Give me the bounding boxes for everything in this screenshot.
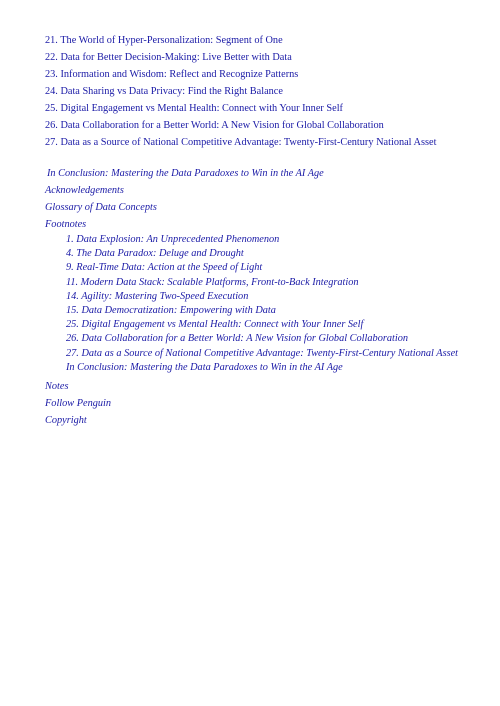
notes-link-text[interactable]: Notes (45, 380, 69, 392)
footnote-link[interactable] (66, 261, 458, 275)
chapter-link[interactable] (45, 32, 436, 49)
backmatter-list (45, 165, 458, 429)
footnote-link[interactable] (66, 247, 458, 261)
footnote-link-text[interactable]: 25. Digital Engagement vs Mental Health: Connect with Your Inner Self (66, 319, 364, 331)
footnote-link[interactable] (66, 304, 458, 318)
copyright-link-text[interactable]: Copyright (45, 414, 87, 426)
conclusion-link[interactable] (45, 165, 458, 182)
chapter-link[interactable] (45, 66, 436, 83)
footnote-link[interactable] (66, 332, 458, 346)
chapter-list (45, 32, 436, 151)
glossary-link[interactable] (45, 199, 458, 216)
glossary-link-text[interactable]: Glossary of Data Concepts (45, 202, 157, 213)
footnote-link[interactable] (66, 290, 458, 304)
footnote-link-text[interactable]: 15. Data Democratization: Empowering with Data (66, 304, 276, 316)
chapter-link[interactable] (45, 83, 436, 100)
footnote-link[interactable] (66, 276, 458, 290)
chapter-link-text[interactable]: 23. Information and Wisdom: Reflect and Recognize Patterns (45, 69, 299, 80)
footnotes-link-text[interactable]: Footnotes (45, 219, 87, 230)
footnote-link[interactable] (66, 318, 458, 332)
footnote-link-text[interactable]: 11. Modern Data Stack: Scalable Platforms, Front-to-Back Integration (66, 276, 359, 288)
footnotes-link[interactable] (45, 216, 458, 233)
footnote-link[interactable] (66, 347, 458, 361)
footnotes-section (45, 216, 458, 375)
acknowledgements-link-text[interactable]: Acknowledgements (45, 185, 124, 196)
footnotes-list (45, 233, 458, 375)
footnote-link-text[interactable]: 9. Real-Time Data: Action at the Speed of Light (66, 262, 263, 274)
footnote-link-text[interactable]: 26. Data Collaboration for a Better World: A New Vision for Global Collaboration (66, 333, 409, 345)
acknowledgements-link[interactable] (45, 182, 458, 199)
footnote-link[interactable] (66, 361, 458, 375)
notes-link[interactable] (45, 378, 458, 395)
chapter-link-text[interactable]: 27. Data as a Source of National Competitive Advantage: Twenty-First-Century National Asset (45, 137, 437, 148)
footnote-link[interactable] (66, 233, 458, 247)
chapter-link-text[interactable]: 22. Data for Better Decision-Making: Live Better with Data (45, 52, 292, 63)
follow-penguin-link-text[interactable]: Follow Penguin (45, 397, 112, 409)
chapter-link[interactable] (45, 134, 436, 151)
chapter-link[interactable] (45, 49, 436, 66)
footnote-link-text[interactable]: 14. Agility: Mastering Two-Speed Execution (66, 290, 249, 302)
footnote-link-text[interactable]: 4. The Data Paradox: Deluge and Drought (66, 248, 244, 260)
chapter-link[interactable] (45, 117, 436, 134)
follow-penguin-link[interactable] (45, 395, 458, 412)
footnote-link-text[interactable]: In Conclusion: Mastering the Data Paradoxes to Win in the AI Age (66, 361, 343, 373)
conclusion-link-text[interactable]: In Conclusion: Mastering the Data Paradoxes to Win in the AI Age (47, 168, 324, 179)
chapter-link-text[interactable]: 25. Digital Engagement vs Mental Health: Connect with Your Inner Self (45, 103, 343, 114)
chapter-link[interactable] (45, 100, 436, 117)
footnote-link-text[interactable]: 1. Data Explosion: An Unprecedented Phenomenon (66, 234, 280, 245)
footnote-link-text[interactable]: 27. Data as a Source of National Competitive Advantage: Twenty-First-Century National Asset (66, 347, 459, 359)
copyright-link[interactable] (45, 412, 458, 429)
chapter-link-text[interactable]: 21. The World of Hyper-Personalization: Segment of One (45, 35, 283, 46)
chapter-link-text[interactable]: 24. Data Sharing vs Data Privacy: Find the Right Balance (45, 86, 283, 97)
chapter-link-text[interactable]: 26. Data Collaboration for a Better World: A New Vision for Global Collaboration (45, 120, 384, 131)
